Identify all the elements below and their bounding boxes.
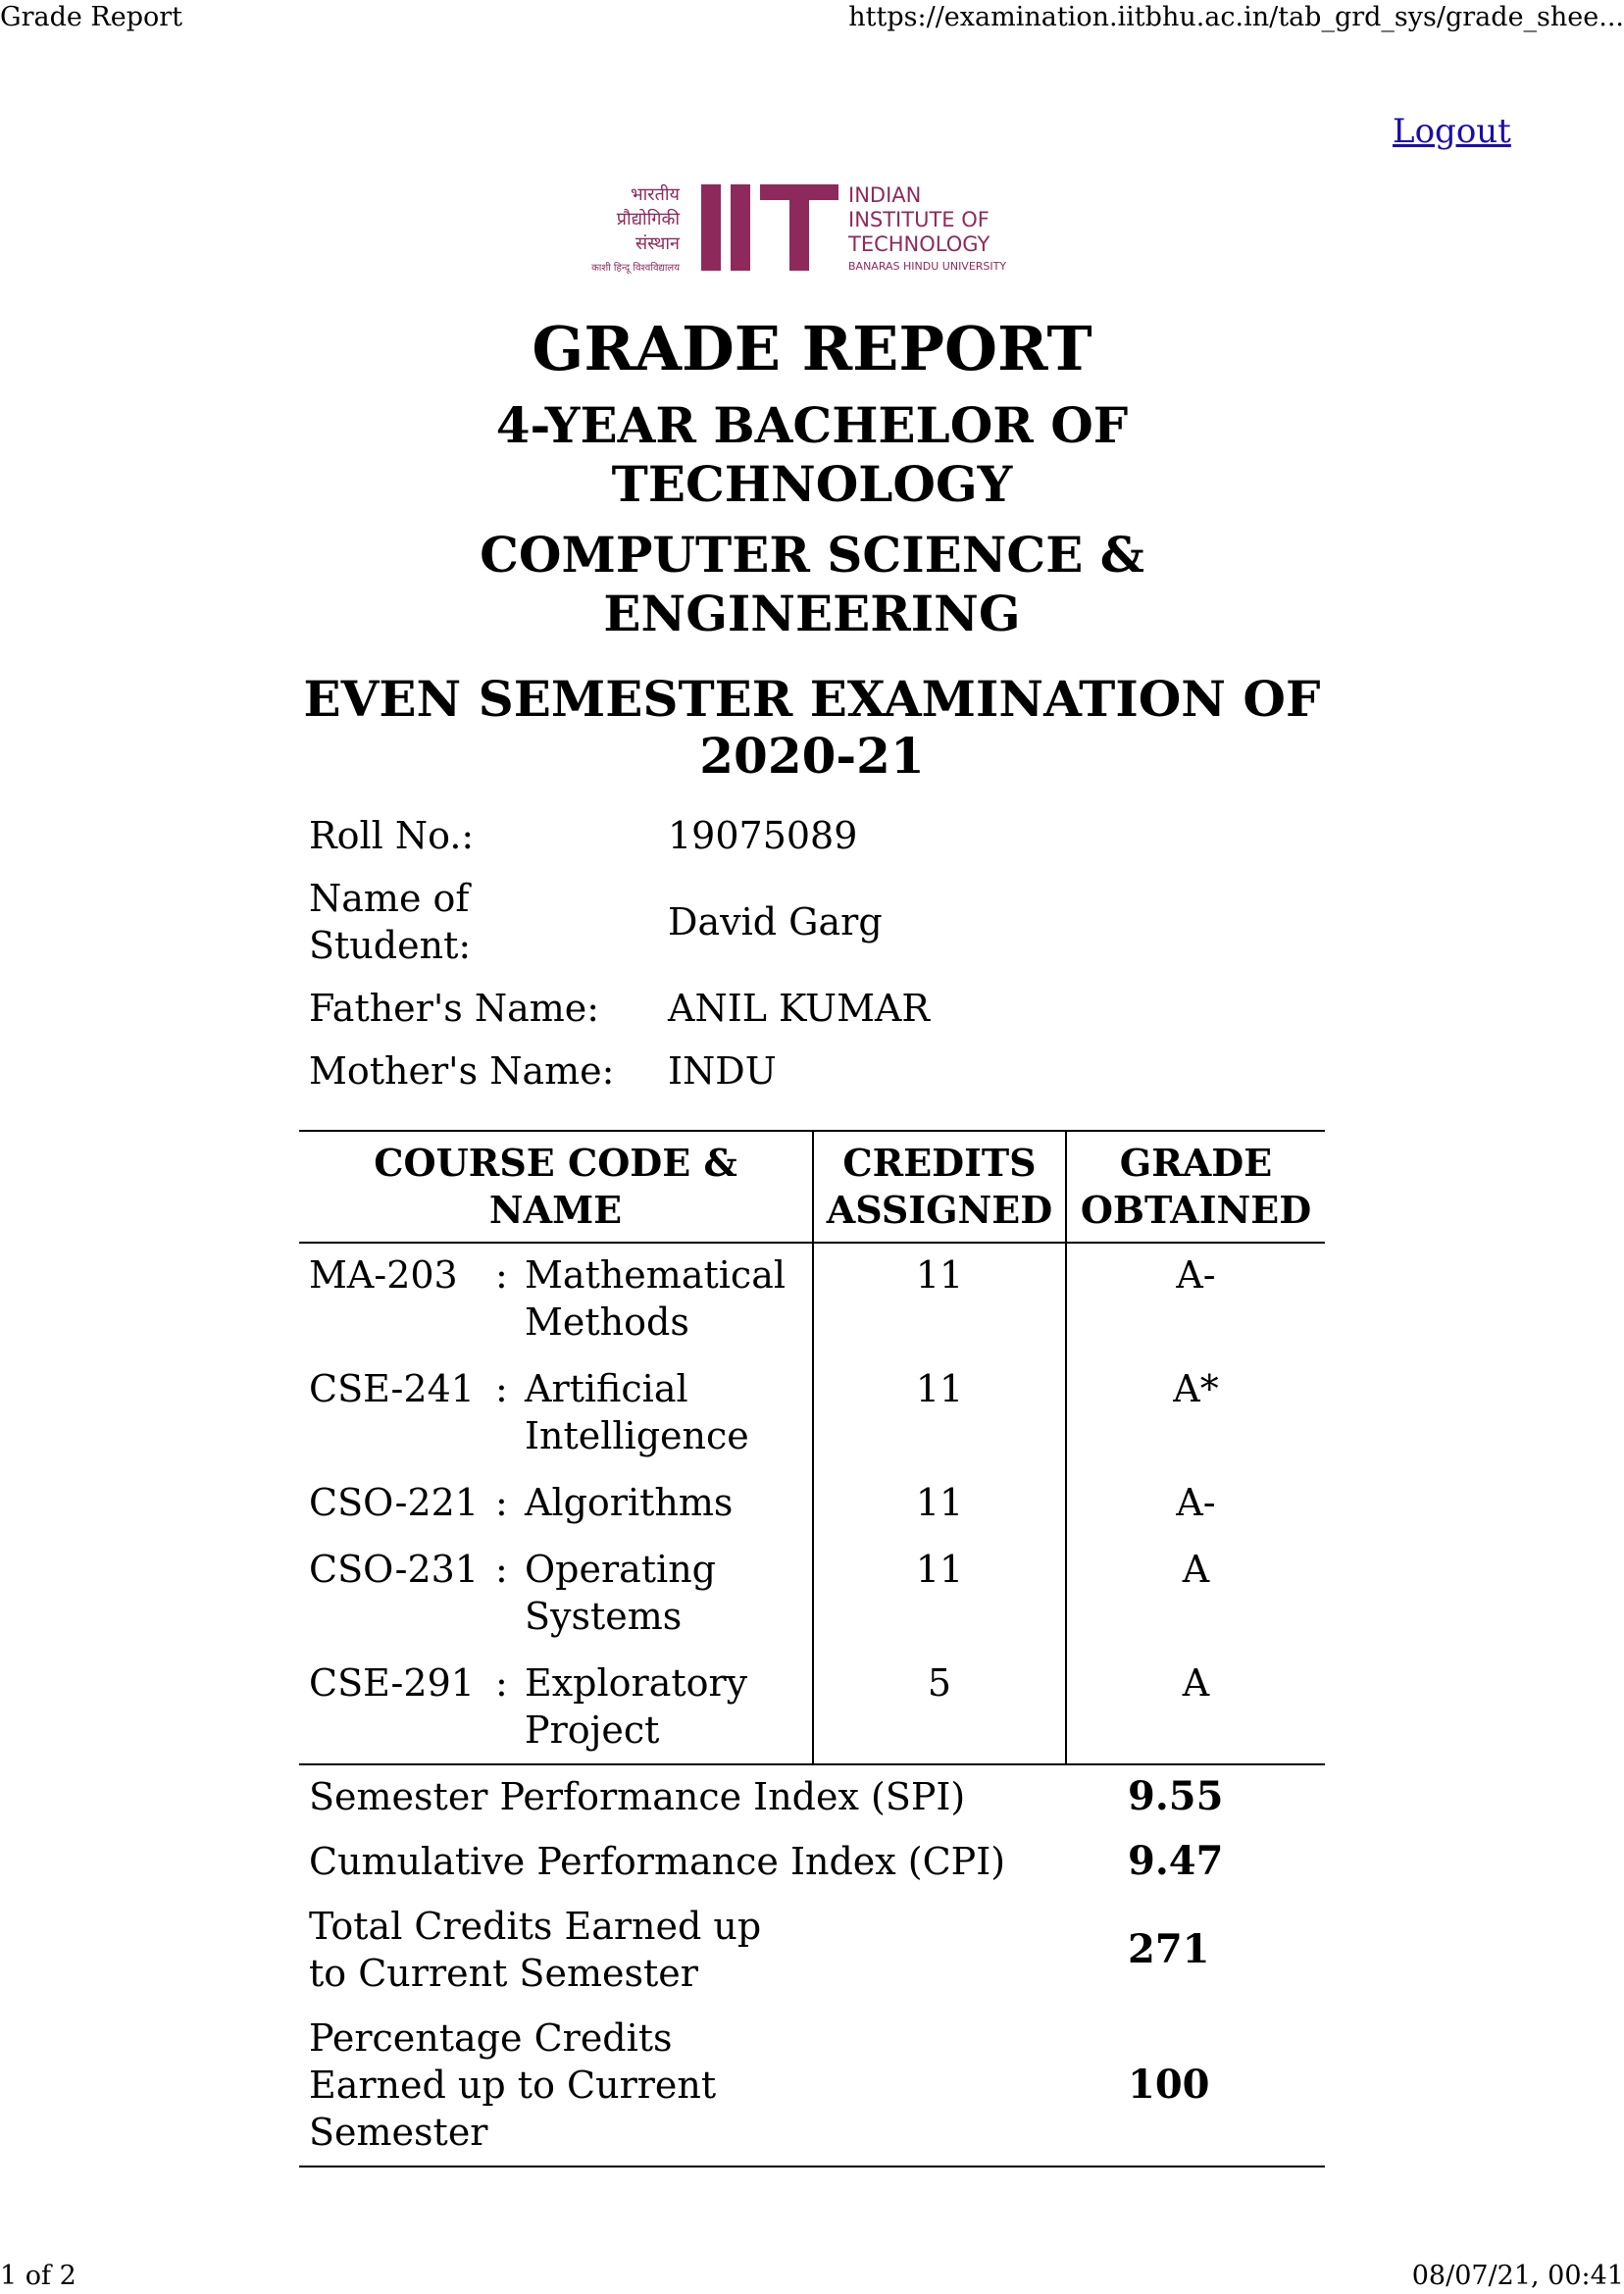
course-credits: 11 [813, 1357, 1066, 1471]
semester-title: EVEN SEMESTER EXAMINATION OF 2020-21 [303, 670, 1321, 785]
department-title: COMPUTER SCIENCE & ENGINEERING [480, 526, 1144, 642]
cpi-value: 9.47 [1128, 1838, 1224, 1884]
logo-english-line2: INSTITUTE OF [848, 208, 990, 231]
course-name: Artificial Intelligence [525, 1367, 749, 1457]
course-separator: : [495, 1253, 508, 1297]
mother-name-label: Mother's Name: [309, 1049, 615, 1093]
table-row [299, 1652, 1325, 1763]
table-row [299, 1357, 1325, 1471]
spi-label: Semester Performance Index (SPI) [309, 1775, 966, 1818]
mother-name-value: INDU [668, 1049, 777, 1093]
grade-column-header: GRADE OBTAINED [1066, 1131, 1325, 1243]
table-row [299, 1538, 1325, 1652]
logout-link[interactable]: Logout [1393, 112, 1511, 151]
table-row [299, 1243, 1325, 1357]
course-column-header: COURSE CODE & NAME [299, 1131, 813, 1243]
summary-row [299, 1830, 1325, 1895]
program-title: 4-YEAR BACHELOR OF TECHNOLOGY [495, 396, 1129, 513]
student-info-row [299, 867, 1325, 977]
father-name-value: ANIL KUMAR [668, 987, 931, 1030]
total-credits-label: Total Credits Earned up to Current Semester [309, 1905, 762, 1995]
summary-row [299, 1764, 1325, 1830]
logo-hindi-line2: प्रौद्योगिकी [616, 209, 680, 229]
roll-value: 19075089 [668, 814, 858, 857]
course-credits: 5 [813, 1652, 1066, 1763]
course-grade: A [1066, 1538, 1325, 1652]
course-name: Operating Systems [525, 1548, 717, 1638]
student-name-value: David Garg [668, 900, 883, 943]
grades-table [299, 1130, 1325, 1763]
print-footer-page: 1 of 2 [0, 2261, 76, 2291]
logo-hindi-line4: काशी हिन्दू विश्वविद्यालय [591, 263, 680, 274]
logo-english-line1: INDIAN [848, 183, 922, 207]
course-grade: A* [1066, 1357, 1325, 1471]
course-separator: : [495, 1481, 508, 1524]
course-name: Exploratory Project [525, 1661, 748, 1752]
spi-value: 9.55 [1128, 1773, 1224, 1819]
roll-label: Roll No.: [309, 814, 475, 857]
student-name-label: Name of Student: [309, 877, 472, 967]
logo-english-line3: TECHNOLOGY [848, 232, 990, 256]
table-row [299, 1471, 1325, 1538]
course-code: CSE-241 [309, 1367, 475, 1410]
course-code: CSO-231 [309, 1548, 480, 1591]
course-credits: 11 [813, 1538, 1066, 1652]
course-credits: 11 [813, 1471, 1066, 1538]
course-separator: : [495, 1661, 508, 1705]
iit-bhu-logo [574, 178, 1010, 277]
course-code: CSO-221 [309, 1481, 480, 1524]
credits-column-header: CREDITS ASSIGNED [813, 1131, 1066, 1243]
percent-credits-label: Percentage Credits Earned up to Current Semester [309, 2016, 717, 2154]
course-code: MA-203 [309, 1253, 458, 1297]
course-grade: A [1066, 1652, 1325, 1763]
logo-hindi-line3: संस्थान [635, 233, 680, 254]
total-credits-value: 271 [1128, 1926, 1210, 1972]
summary-row [299, 2007, 1325, 2167]
course-separator: : [495, 1548, 508, 1591]
percent-credits-value: 100 [1128, 2062, 1210, 2108]
cpi-label: Cumulative Performance Index (CPI) [309, 1840, 1006, 1883]
report-title: GRADE REPORT [532, 313, 1092, 384]
course-code: CSE-291 [309, 1661, 475, 1705]
student-info-table [299, 804, 1325, 1102]
student-info-row [299, 977, 1325, 1040]
logo-hindi-line1: भारतीय [630, 184, 680, 205]
print-header-url: https://examination.iitbhu.ac.in/tab_grd_sys/grade_shee... [848, 2, 1624, 32]
course-separator: : [495, 1367, 508, 1410]
print-footer-datetime: 08/07/21, 00:41 [1411, 2261, 1624, 2291]
logo-english-line4: BANARAS HINDU UNIVERSITY [848, 260, 1007, 273]
performance-summary-table [299, 1763, 1325, 2167]
grades-header-row [299, 1131, 1325, 1243]
course-grade: A- [1066, 1471, 1325, 1538]
student-info-row [299, 804, 1325, 867]
father-name-label: Father's Name: [309, 987, 600, 1030]
course-name: Mathematical Methods [525, 1253, 786, 1344]
print-header-title: Grade Report [0, 2, 183, 32]
course-credits: 11 [813, 1243, 1066, 1357]
grade-report [299, 312, 1325, 2167]
summary-row [299, 1895, 1325, 2007]
student-info-row [299, 1040, 1325, 1102]
course-grade: A- [1066, 1243, 1325, 1357]
course-name: Algorithms [525, 1481, 734, 1524]
